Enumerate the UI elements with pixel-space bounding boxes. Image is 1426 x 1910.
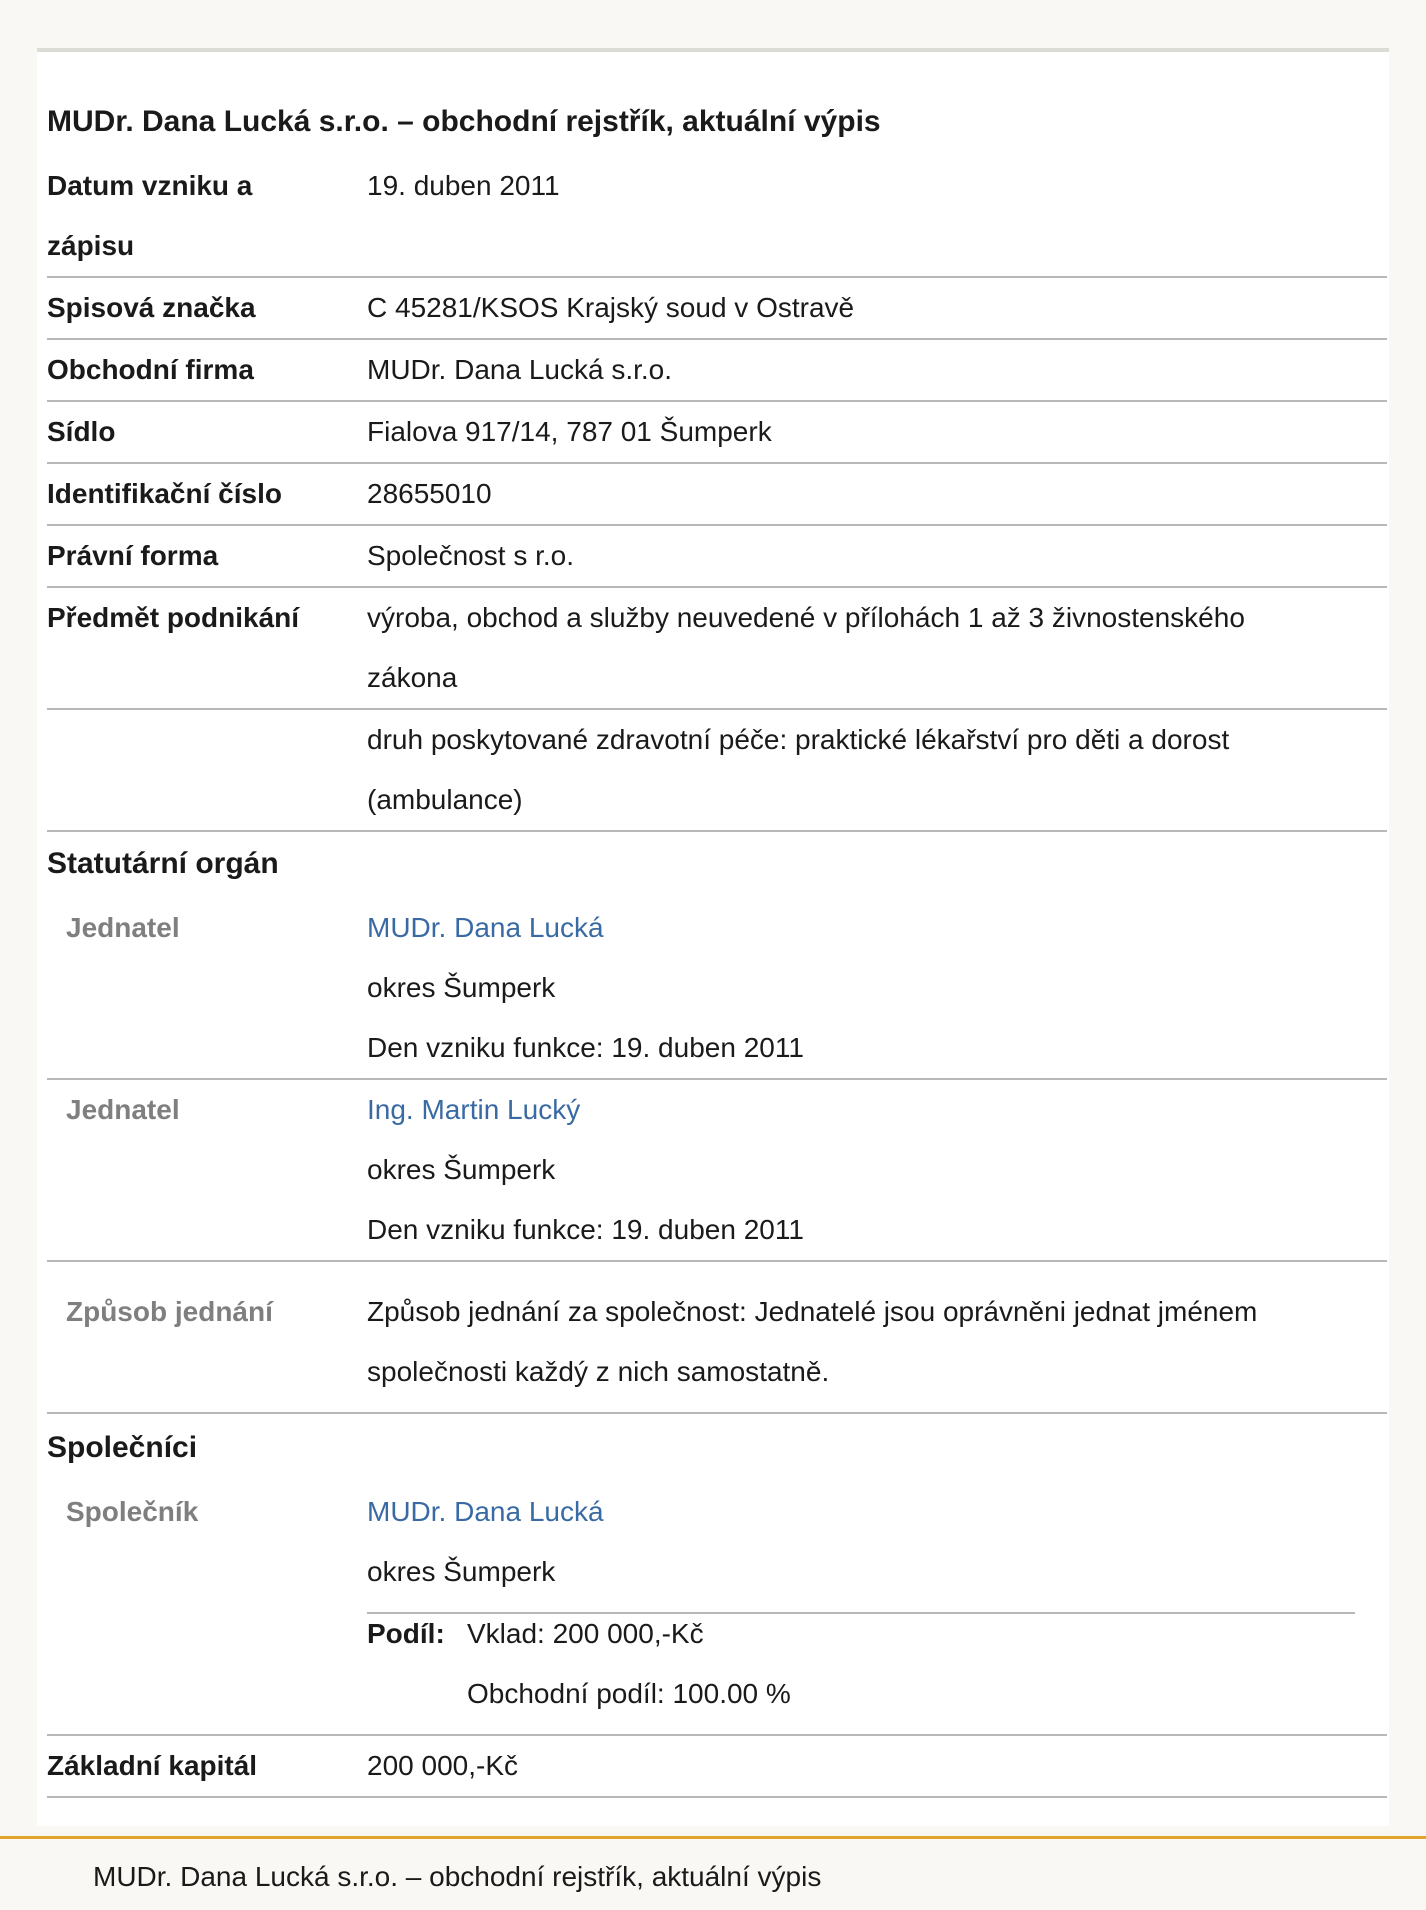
jednatel-2-name-link[interactable]: Ing. Martin Lucký	[367, 1094, 581, 1125]
value-spisova: C 45281/KSOS Krajský soud v Ostravě	[367, 292, 855, 323]
value-firma: MUDr. Dana Lucká s.r.o.	[367, 354, 673, 385]
section-spolecnici: Společníci	[47, 1431, 198, 1464]
value-zpusob-1: Způsob jednání za společnost: Jednatelé jsou oprávněni jednat jménem	[367, 1296, 1258, 1327]
section-statutarni: Statutární orgán	[47, 847, 279, 880]
label-sidlo: Sídlo	[47, 416, 116, 447]
label-datum-line2: zápisu	[47, 230, 135, 261]
value-forma: Společnost s r.o.	[367, 540, 575, 571]
value-predmet-1b: zákona	[367, 662, 458, 693]
value-predmet-1a: výroba, obchod a služby neuvedené v přílohách 1 až 3 živnostenského	[367, 602, 1245, 633]
label-kapital: Základní kapitál	[47, 1750, 258, 1781]
divider	[47, 524, 1387, 526]
label-ico: Identifikační číslo	[47, 478, 282, 509]
jednatel-1-name-link[interactable]: MUDr. Dana Lucká	[367, 912, 604, 943]
value-kapital: 200 000,-Kč	[367, 1750, 518, 1781]
label-predmet: Předmět podnikání	[47, 602, 300, 633]
jednatel-1-district: okres Šumperk	[367, 972, 556, 1003]
footer-title: MUDr. Dana Lucká s.r.o. – obchodní rejstřík, aktuální výpis	[93, 1861, 822, 1892]
label-firma: Obchodní firma	[47, 354, 254, 385]
value-ico: 28655010	[367, 478, 492, 509]
spolecnik-district: okres Šumperk	[367, 1556, 556, 1587]
podil-vklad: Vklad: 200 000,-Kč	[467, 1618, 704, 1649]
value-predmet-2b: (ambulance)	[367, 784, 523, 815]
jednatel-1-since: Den vzniku funkce: 19. duben 2011	[367, 1032, 804, 1063]
value-sidlo: Fialova 917/14, 787 01 Šumperk	[367, 416, 772, 447]
divider	[47, 1260, 1387, 1262]
footer	[0, 1836, 1426, 1910]
divider	[47, 1412, 1387, 1414]
label-spolecnik: Společník	[66, 1496, 199, 1527]
value-predmet-2a: druh poskytované zdravotní péče: praktické lékařství pro děti a dorost	[367, 724, 1230, 755]
podil-obchodni: Obchodní podíl: 100.00 %	[467, 1678, 791, 1709]
label-jednatel-2: Jednatel	[66, 1094, 180, 1125]
divider	[47, 1796, 1387, 1798]
divider	[47, 1078, 1387, 1080]
label-datum-line1: Datum vzniku a	[47, 170, 253, 201]
label-jednatel-1: Jednatel	[66, 912, 180, 943]
label-zpusob: Způsob jednání	[66, 1296, 273, 1327]
spolecnik-name-link[interactable]: MUDr. Dana Lucká	[367, 1496, 604, 1527]
podil-label: Podíl:	[367, 1618, 445, 1649]
label-spisova: Spisová značka	[47, 292, 256, 323]
divider	[47, 830, 1387, 832]
jednatel-2-since: Den vzniku funkce: 19. duben 2011	[367, 1214, 804, 1245]
page-title: MUDr. Dana Lucká s.r.o. – obchodní rejstřík, aktuální výpis	[47, 105, 881, 138]
jednatel-2-district: okres Šumperk	[367, 1154, 556, 1185]
extract-panel	[37, 48, 1389, 1826]
label-forma: Právní forma	[47, 540, 219, 571]
value-zpusob-2: společnosti každý z nich samostatně.	[367, 1356, 830, 1387]
value-datum: 19. duben 2011	[367, 170, 560, 201]
